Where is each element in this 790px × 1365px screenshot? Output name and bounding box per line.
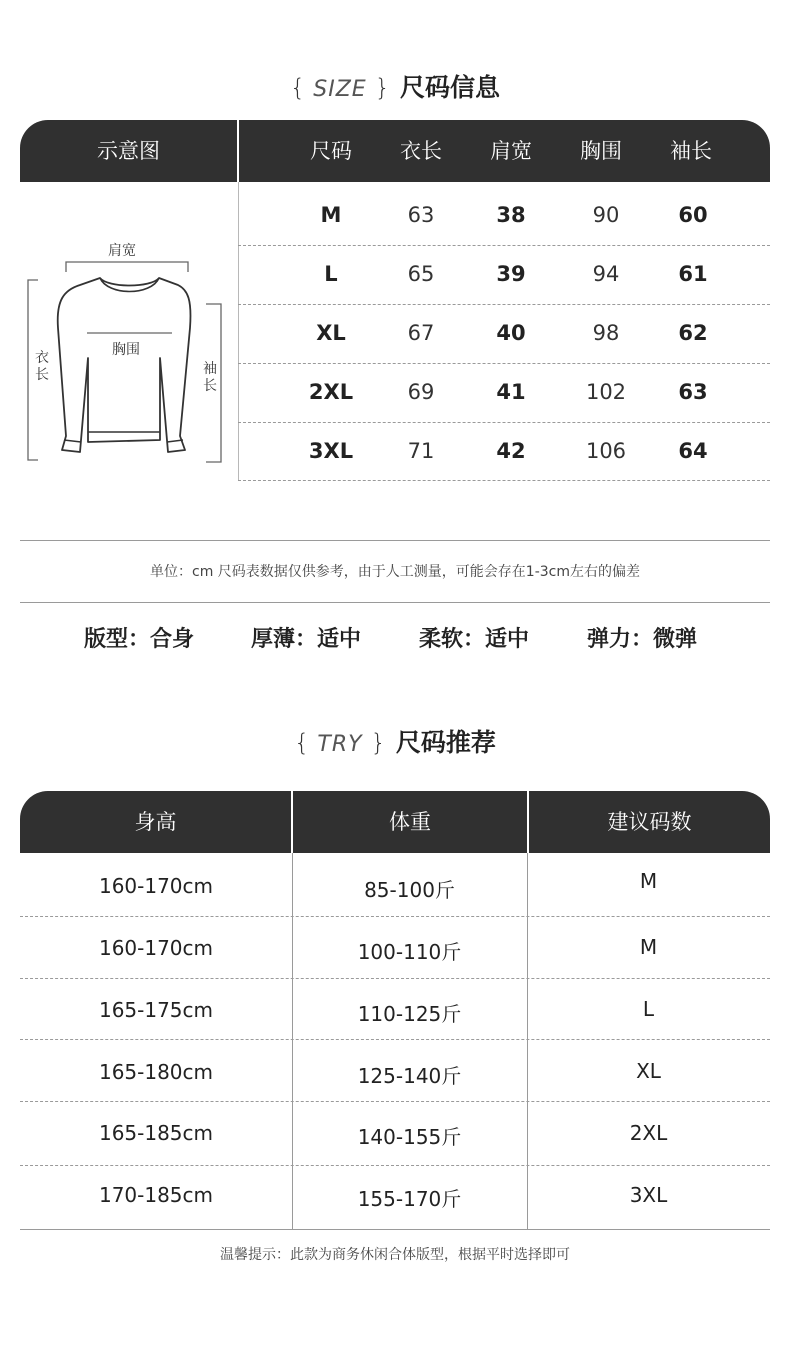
sweater-diagram <box>20 230 238 480</box>
cell-weight: 125-140斤 <box>357 1064 462 1088</box>
cell-length: 67 <box>407 321 435 345</box>
cell-chest: 98 <box>592 321 620 345</box>
fabric-properties <box>20 622 770 658</box>
cell-sleeve: 63 <box>678 380 708 404</box>
try-table-header <box>20 791 770 853</box>
brace-close: } <box>370 729 386 757</box>
cell-height: 165-185cm <box>98 1121 214 1145</box>
cell-weight: 110-125斤 <box>357 1002 462 1026</box>
cell-length: 69 <box>407 380 435 404</box>
cell-chest: 106 <box>585 439 627 463</box>
header-weight: 体重 <box>389 810 431 834</box>
cell-size: XL <box>316 321 346 345</box>
property-fit <box>84 622 194 653</box>
cell-shoulder: 42 <box>496 439 526 463</box>
diagram-sleeve-label-2: 长 <box>203 378 217 394</box>
cell-recommended-size: M <box>639 935 658 959</box>
brace-close: } <box>374 74 390 102</box>
property-value: 合身 <box>150 627 195 652</box>
property-label: 柔软： <box>419 627 486 652</box>
cell-length: 71 <box>407 439 435 463</box>
size-section-title <box>0 68 790 104</box>
cell-sleeve: 60 <box>678 203 708 227</box>
size-table-header <box>20 120 770 182</box>
cell-chest: 94 <box>592 262 620 286</box>
try-table-bottom-line <box>20 1229 770 1230</box>
cell-shoulder: 38 <box>496 203 526 227</box>
cell-height: 160-170cm <box>98 936 214 960</box>
cell-chest: 102 <box>585 380 627 404</box>
cell-sleeve: 62 <box>678 321 708 345</box>
property-thickness <box>251 622 361 653</box>
row-divider <box>20 978 770 979</box>
cell-weight: 100-110斤 <box>357 940 462 964</box>
cell-length: 65 <box>407 262 435 286</box>
header-chest: 胸围 <box>580 139 622 163</box>
header-size: 尺码 <box>310 139 352 163</box>
diagram-sleeve-label-1: 袖 <box>203 361 217 377</box>
header-divider <box>237 120 239 182</box>
diagram-chest-label: 胸围 <box>112 342 140 358</box>
cell-sleeve: 61 <box>678 262 708 286</box>
header-length: 衣长 <box>400 139 442 163</box>
size-table-vline <box>238 182 239 480</box>
property-label: 厚薄： <box>251 627 318 652</box>
try-table-vline <box>527 853 528 1229</box>
cell-chest: 90 <box>592 203 620 227</box>
cell-size: 2XL <box>308 380 354 404</box>
row-divider <box>20 1101 770 1102</box>
row-divider <box>20 1165 770 1166</box>
property-value: 适中 <box>485 627 530 652</box>
size-title: 尺码信息 <box>399 73 500 102</box>
row-divider <box>238 480 770 481</box>
header-sleeve: 袖长 <box>670 139 712 163</box>
try-table-vline <box>292 853 293 1229</box>
cell-shoulder: 39 <box>496 262 526 286</box>
cell-size: 3XL <box>308 439 354 463</box>
property-label: 版型： <box>84 627 151 652</box>
cell-recommended-size: XL <box>636 1059 661 1083</box>
header-height: 身高 <box>134 810 177 834</box>
cell-height: 160-170cm <box>98 874 214 898</box>
try-section-title <box>0 723 790 759</box>
cell-weight: 155-170斤 <box>357 1187 462 1211</box>
brace-open: { <box>294 729 310 757</box>
property-softness <box>419 622 529 653</box>
try-title: 尺码推荐 <box>395 728 496 757</box>
row-divider <box>20 916 770 917</box>
property-value: 适中 <box>317 627 362 652</box>
cell-shoulder: 40 <box>496 321 526 345</box>
header-recommended-size: 建议码数 <box>607 810 692 834</box>
cell-recommended-size: M <box>639 869 658 893</box>
fit-tip: 温馨提示：此款为商务休闲合体版型，根据平时选择即可 <box>220 1247 570 1263</box>
cell-weight: 140-155斤 <box>357 1125 462 1149</box>
cell-recommended-size: L <box>642 997 655 1021</box>
row-divider <box>238 422 770 423</box>
cell-size: M <box>320 203 342 227</box>
cell-size: L <box>324 262 338 286</box>
cell-height: 165-175cm <box>98 998 214 1022</box>
cell-length: 63 <box>407 203 435 227</box>
cell-weight: 85-100斤 <box>364 878 455 902</box>
row-divider <box>238 245 770 246</box>
row-divider <box>238 363 770 364</box>
diagram-length-label-2: 长 <box>35 367 49 383</box>
diagram-length-label-1: 衣 <box>35 350 49 366</box>
header-diagram: 示意图 <box>97 139 160 163</box>
cell-recommended-size: 2XL <box>629 1121 668 1145</box>
cell-height: 170-185cm <box>98 1183 214 1207</box>
note-top-line <box>20 540 770 541</box>
cell-recommended-size: 3XL <box>629 1183 668 1207</box>
cell-sleeve: 64 <box>678 439 708 463</box>
row-divider <box>238 304 770 305</box>
header-shoulder: 肩宽 <box>490 139 532 163</box>
note-bottom-line <box>20 602 770 603</box>
cell-shoulder: 41 <box>496 380 526 404</box>
measurement-note: 单位：cm 尺码表数据仅供参考，由于人工测量，可能会存在1-3cm左右的偏差 <box>150 564 640 580</box>
property-elasticity <box>587 622 697 653</box>
property-value: 微弹 <box>653 627 698 652</box>
row-divider <box>20 1039 770 1040</box>
property-label: 弹力： <box>587 627 654 652</box>
cell-height: 165-180cm <box>98 1060 214 1084</box>
brace-open: { <box>289 74 306 102</box>
try-tag: TRY <box>317 732 363 757</box>
size-tag: SIZE <box>313 77 367 102</box>
diagram-shoulder-label: 肩宽 <box>108 243 136 259</box>
